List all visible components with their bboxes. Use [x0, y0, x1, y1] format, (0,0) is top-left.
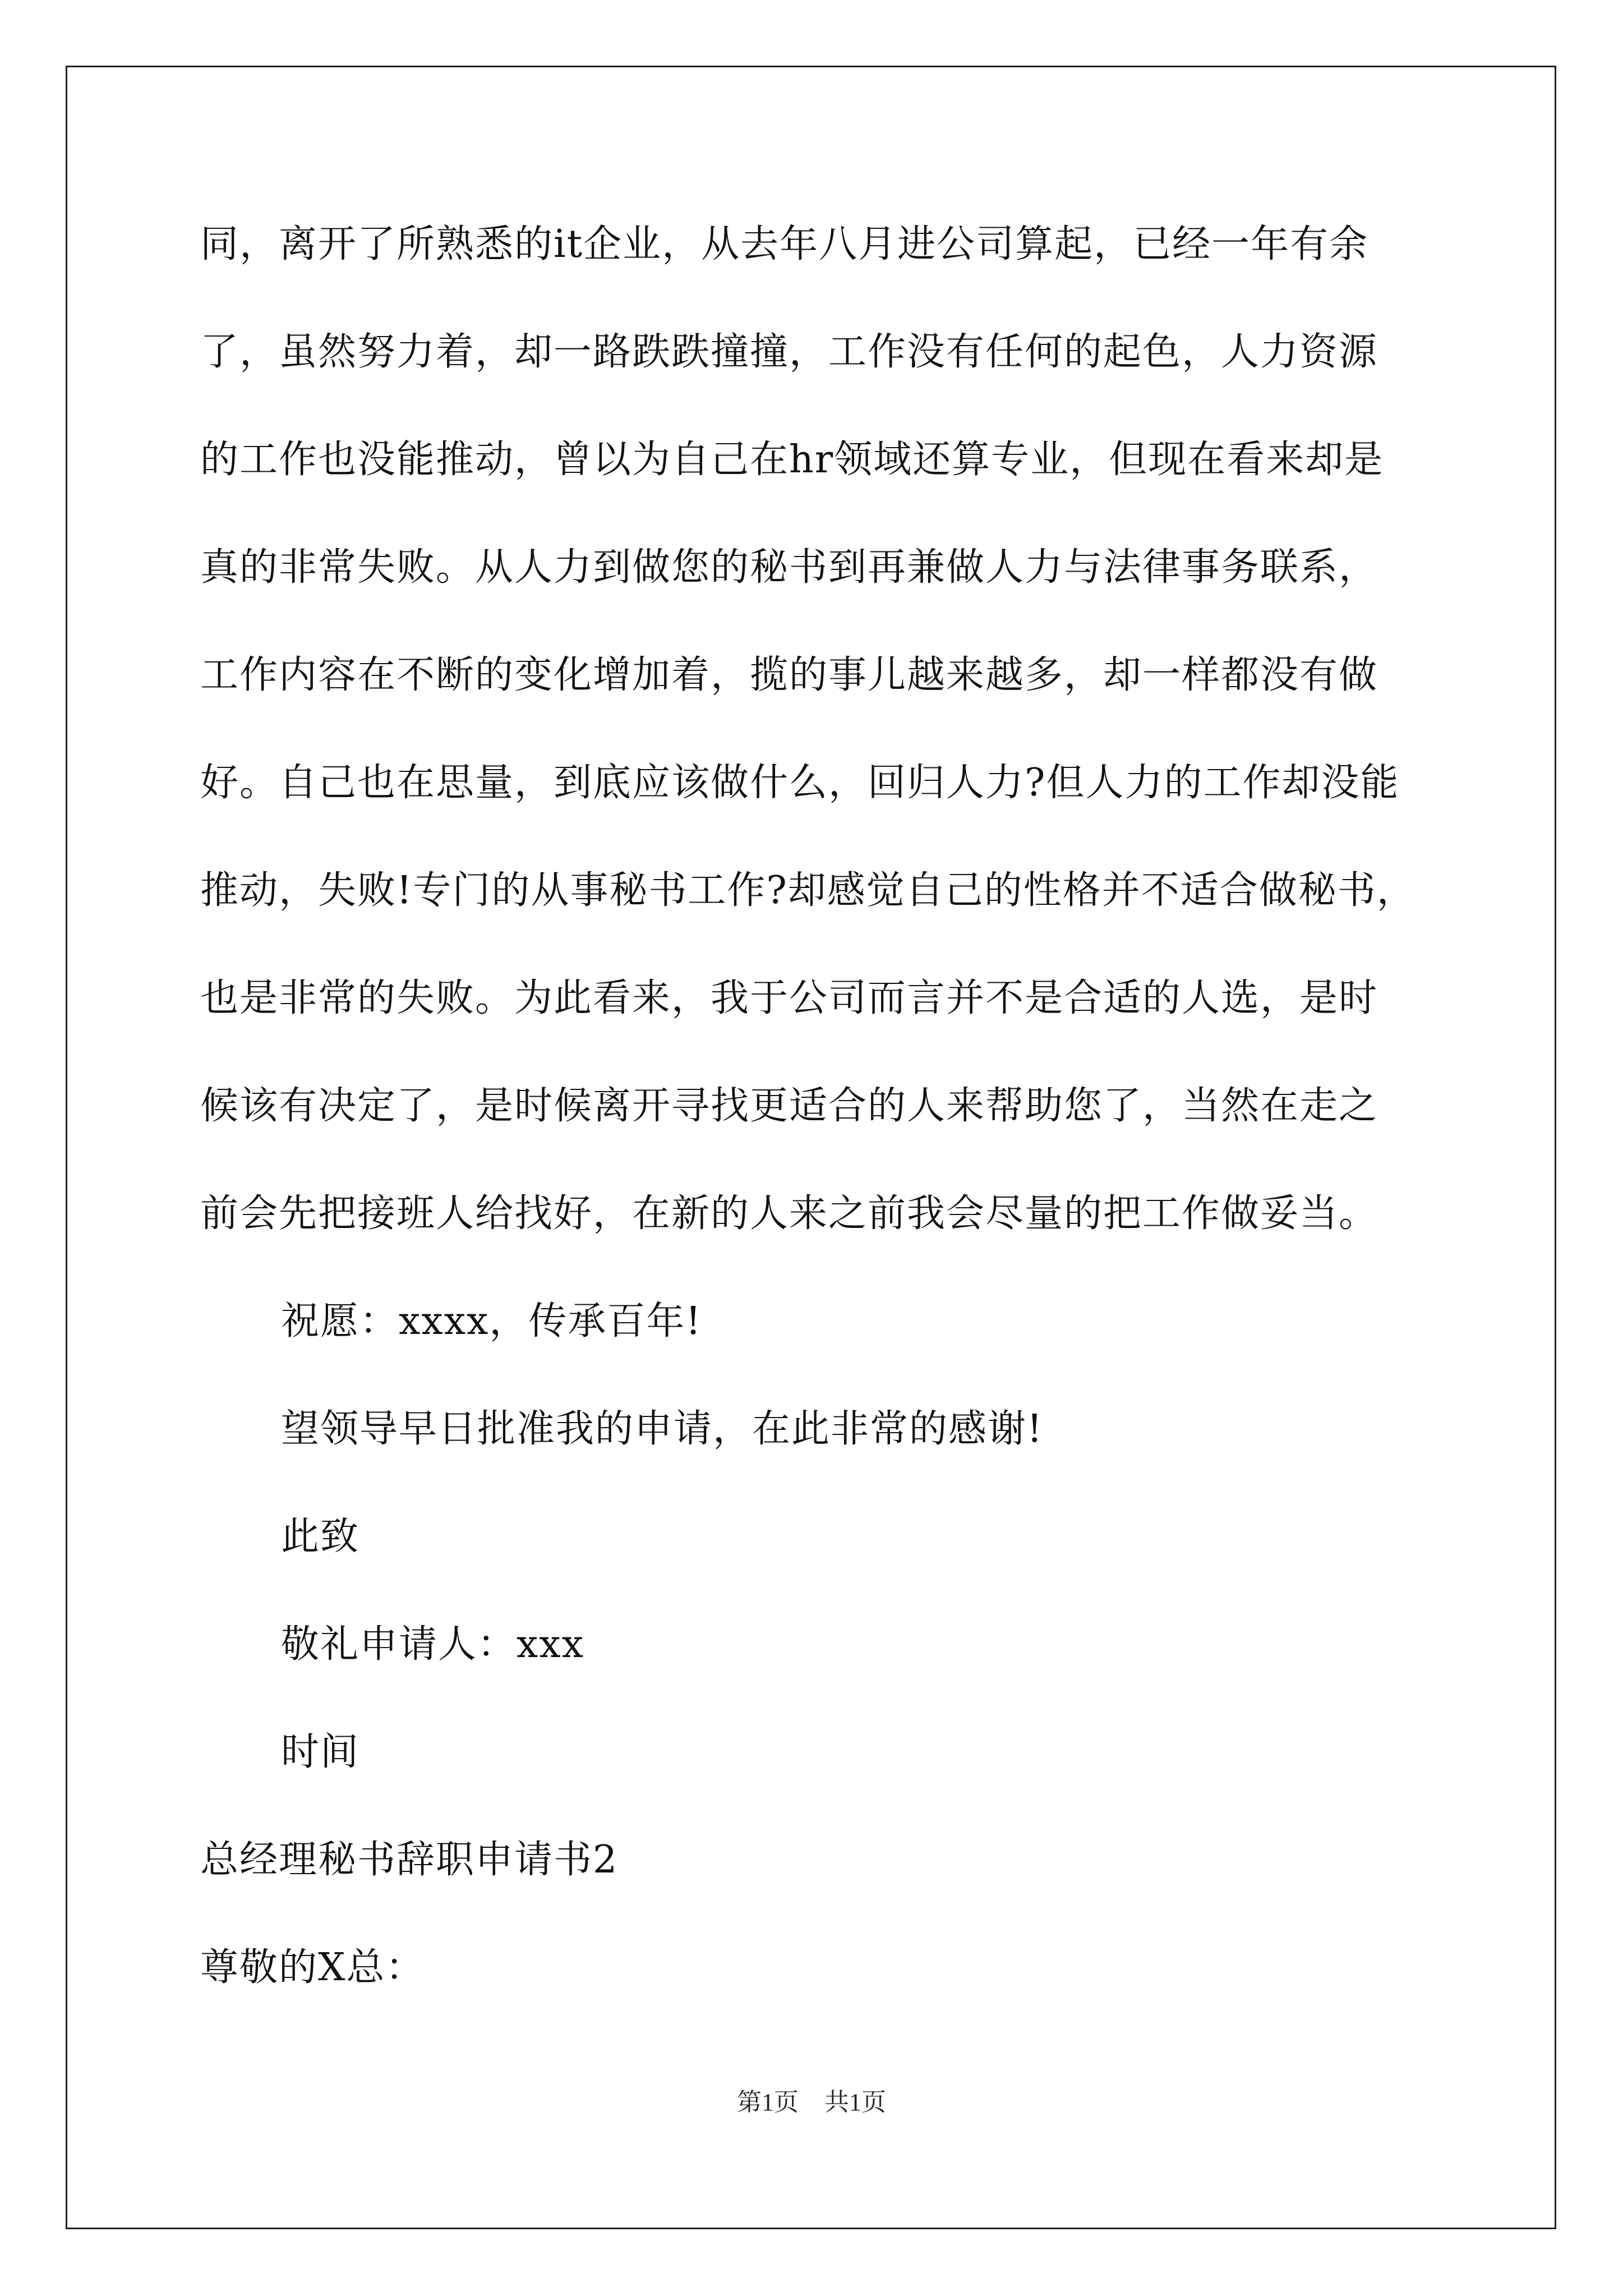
body-line: 前会先把接班人给找好，在新的人来之前我会尽量的把工作做妥当。: [200, 1191, 1378, 1236]
body-line: 同，离开了所熟悉的it企业，从去年八月进公司算起，已经一年有余: [200, 222, 1369, 266]
closing-request: 望领导早日批准我的申请，在此非常的感谢!: [281, 1407, 1044, 1451]
closing-regards: 此致: [281, 1515, 360, 1559]
body-line: 也是非常的失败。为此看来，我于公司而言并不是合适的人选，是时: [200, 976, 1378, 1020]
body-line: 了，虽然努力着，却一路跌跌撞撞，工作没有任何的起色，人力资源: [200, 330, 1378, 374]
body-line: 的工作也没能推动，曾以为自己在hr领域还算专业，但现在看来却是: [200, 438, 1384, 482]
document-body: [200, 218, 1462, 2049]
body-line: 推动，失败!专门的从事秘书工作?却感觉自己的性格并不适合做秘书，: [200, 868, 1416, 913]
page-number-current: 第1页: [737, 2088, 799, 2116]
signature-applicant: 敬礼申请人：xxx: [281, 1622, 585, 1667]
section-title: 总经理秘书辞职申请书2: [200, 1838, 619, 1882]
body-line: 候该有决定了，是时候离开寻找更适合的人来帮助您了，当然在走之: [200, 1084, 1378, 1128]
body-line: 好。自己也在思量，到底应该做什么，回归人力?但人力的工作却没能: [200, 761, 1400, 805]
signature-date: 时间: [281, 1730, 360, 1774]
body-line: 工作内容在不断的变化增加着，揽的事儿越来越多，却一样都没有做: [200, 653, 1378, 697]
closing-wish: 祝愿：xxxx，传承百年!: [281, 1299, 702, 1343]
salutation: 尊敬的X总：: [200, 1945, 425, 1990]
page-number-total: 共1页: [824, 2088, 886, 2116]
body-line: 真的非常失败。从人力到做您的秘书到再兼做人力与法律事务联系，: [200, 545, 1378, 590]
page-footer: [0, 2086, 1623, 2119]
